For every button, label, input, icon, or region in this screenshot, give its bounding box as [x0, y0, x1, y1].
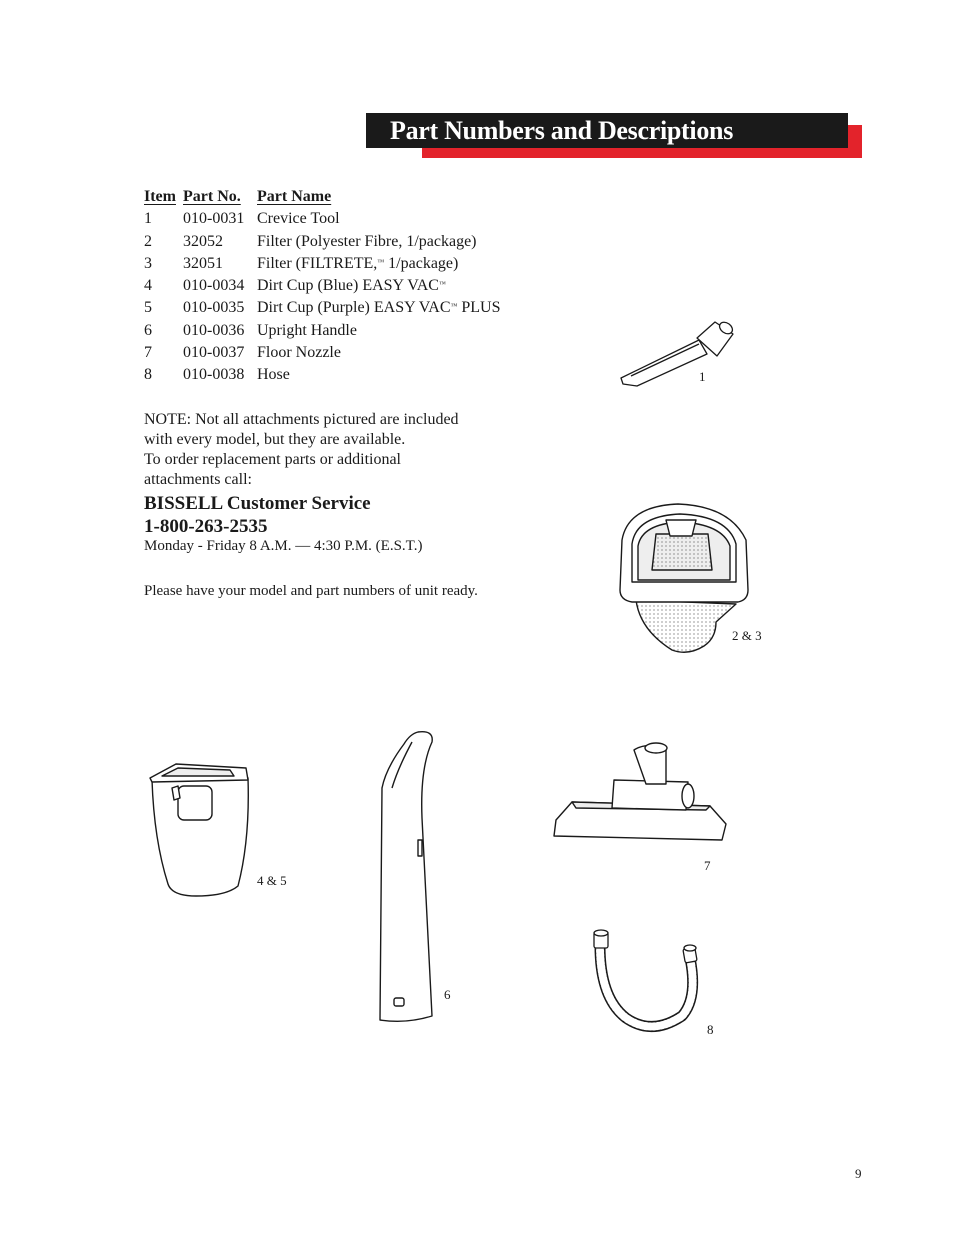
dirt-cup-illustration [148, 760, 254, 902]
upright-handle-label: 6 [444, 987, 451, 1002]
part-name-text: PLUS [457, 299, 501, 317]
part-number: 010-0036 [183, 321, 245, 339]
part-name [257, 253, 458, 275]
trademark-mark: ™ [377, 257, 385, 266]
part-name [257, 297, 501, 319]
floor-nozzle-label: 7 [704, 858, 711, 873]
note-line: NOTE: Not all attachments pictured are included [144, 411, 459, 428]
part-name-text: 1/package) [384, 254, 459, 272]
part-name: Floor Nozzle [257, 344, 341, 362]
part-number: 32052 [183, 232, 223, 250]
page-title-banner [366, 113, 862, 159]
note-line: attachments call: [144, 471, 252, 488]
part-name: Hose [257, 366, 290, 384]
header-part-no: Part No. [183, 188, 241, 205]
service-hours: Monday - Friday 8 A.M. — 4:30 P.M. (E.S.T.) [144, 538, 423, 554]
hose-label: 8 [707, 1022, 714, 1037]
service-phone: 1-800-263-2535 [144, 516, 268, 537]
part-name: Filter (Polyester Fibre, 1/package) [257, 232, 477, 250]
part-name [257, 275, 446, 297]
trademark-mark: ™ [450, 302, 458, 311]
header-item: Item [144, 188, 176, 205]
part-name-text: Dirt Cup (Blue) EASY VAC [257, 277, 439, 295]
part-name: Crevice Tool [257, 210, 340, 228]
item-number: 4 [144, 277, 152, 295]
part-name-text: Filter (FILTRETE, [257, 254, 378, 272]
crevice-tool-illustration [615, 316, 740, 392]
page-number: 9 [855, 1166, 862, 1181]
item-number: 1 [144, 210, 152, 228]
ready-note: Please have your model and part numbers of unit ready. [144, 583, 478, 599]
page-title: Part Numbers and Descriptions [366, 113, 848, 148]
upright-handle-illustration [376, 728, 440, 1028]
item-number: 3 [144, 254, 152, 272]
hose-illustration [586, 928, 710, 1036]
item-number: 7 [144, 344, 152, 362]
part-number: 010-0038 [183, 366, 245, 384]
customer-service [144, 492, 371, 538]
service-name: BISSELL Customer Service [144, 493, 371, 514]
filter-label: 2 & 3 [732, 628, 762, 643]
part-name-text: Dirt Cup (Purple) EASY VAC [257, 299, 451, 317]
crevice-tool-label: 1 [699, 369, 706, 384]
order-note [144, 410, 504, 490]
part-number: 010-0034 [183, 277, 245, 295]
dirt-cup-label: 4 & 5 [257, 873, 287, 888]
part-number: 010-0037 [183, 344, 245, 362]
floor-nozzle-illustration [552, 740, 730, 848]
trademark-mark: ™ [438, 280, 446, 289]
part-number: 010-0035 [183, 299, 245, 317]
header-part-name: Part Name [257, 188, 332, 205]
item-number: 2 [144, 232, 152, 250]
part-name: Upright Handle [257, 321, 357, 339]
item-number: 5 [144, 299, 152, 317]
item-number: 6 [144, 321, 152, 339]
note-line: with every model, but they are available. [144, 431, 406, 448]
item-number: 8 [144, 366, 152, 384]
note-line: To order replacement parts or additional [144, 451, 401, 468]
part-number: 32051 [183, 254, 223, 272]
part-number: 010-0031 [183, 210, 245, 228]
